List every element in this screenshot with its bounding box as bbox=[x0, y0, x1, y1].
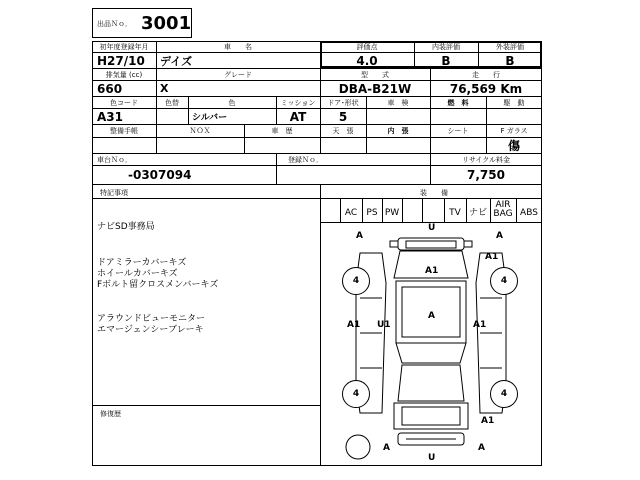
interior-label: 内装評価 bbox=[432, 43, 460, 51]
lot-label: 出品Ｎｏ． bbox=[97, 20, 132, 28]
inspection-label: 車 検 bbox=[387, 98, 409, 107]
mission-label: ミッション bbox=[280, 98, 316, 107]
reg-label: 登録Ｎｏ． bbox=[288, 155, 323, 164]
note-line: ドアミラーカバーキズ bbox=[97, 258, 187, 268]
color-change-label: 色替 bbox=[165, 98, 179, 107]
notes-label: 特記事項 bbox=[100, 189, 128, 197]
manual-label: 整備手帳 bbox=[110, 127, 138, 135]
glass-value: 傷 bbox=[507, 139, 520, 153]
fuel-label: 燃 料 bbox=[447, 98, 469, 107]
equipment-ac: AC bbox=[344, 208, 358, 218]
year-label: 初年度登録年月 bbox=[99, 43, 149, 51]
drive-label: 駆 動 bbox=[503, 98, 525, 107]
color-label: 色 bbox=[228, 98, 236, 107]
mileage-value: 76,569 Km bbox=[449, 81, 523, 96]
recycle-label: リサイクル料金 bbox=[461, 155, 511, 164]
note-line: エマージェンシーブレーキ bbox=[97, 325, 204, 335]
damage-mark: A1 bbox=[485, 252, 499, 262]
notes-block-2 bbox=[97, 258, 218, 291]
doors-value: 5 bbox=[338, 109, 348, 124]
recycle-value: 7,750 bbox=[467, 168, 505, 182]
lot-number: 3001 bbox=[141, 13, 192, 34]
year-value: H27/10 bbox=[97, 53, 145, 68]
damage-mark: A bbox=[478, 443, 485, 453]
equipment-ps: PS bbox=[366, 208, 378, 218]
interior-value: B bbox=[441, 53, 451, 68]
grade-label: グレード bbox=[224, 70, 252, 79]
equipment-pw: PW bbox=[384, 208, 400, 218]
grade-value: X bbox=[160, 82, 169, 95]
doors-label: ドア･形状 bbox=[327, 98, 359, 107]
note-line: アラウンドビューモニター bbox=[97, 314, 206, 324]
nox-label: ＮＯＸ bbox=[189, 127, 211, 135]
equipment-label: 装 備 bbox=[420, 189, 448, 197]
damage-mark: A bbox=[496, 231, 503, 241]
damage-mark: U1 bbox=[377, 320, 391, 330]
roof-label: 天 張 bbox=[332, 127, 354, 135]
type-value: DBA-B21W bbox=[338, 81, 412, 96]
notes-block-3 bbox=[97, 314, 205, 336]
exterior-value: B bbox=[505, 53, 515, 68]
damage-mark: A1 bbox=[473, 320, 487, 330]
score-label: 評価点 bbox=[356, 43, 378, 51]
color-code-value: A31 bbox=[97, 109, 123, 124]
chassis-label: 車台Ｎｏ． bbox=[97, 155, 132, 164]
type-label: 型 式 bbox=[361, 70, 389, 79]
seat-label: シート bbox=[447, 127, 469, 135]
displacement-label: 排気量 (cc) bbox=[105, 70, 143, 79]
model-value: デイズ bbox=[160, 54, 193, 68]
note-line: ナビSD事務局 bbox=[97, 222, 155, 232]
note-line: ホイールカバーキズ bbox=[97, 269, 178, 279]
wheel-front-right: 4 bbox=[490, 267, 518, 295]
equipment-tv: TV bbox=[449, 208, 461, 218]
exterior-label: 外装評価 bbox=[496, 43, 524, 51]
equipment-airbag: AIR BAG bbox=[493, 200, 513, 219]
lot-number-box bbox=[92, 8, 192, 38]
glass-label: F ガラス bbox=[500, 127, 528, 135]
equipment-abs: ABS bbox=[520, 208, 538, 218]
damage-mark: A bbox=[383, 443, 390, 453]
inner-label: 内 張 bbox=[387, 127, 409, 135]
equipment-navi: ナビ bbox=[468, 208, 487, 218]
chassis-value: -0307094 bbox=[128, 168, 192, 182]
equipment-blank bbox=[402, 205, 422, 221]
damage-mark: A1 bbox=[425, 266, 439, 276]
damage-mark: A bbox=[428, 311, 435, 321]
wheel-rear-right: 4 bbox=[490, 380, 518, 408]
color-value: シルバー bbox=[192, 113, 228, 123]
car-diagram bbox=[320, 223, 542, 466]
note-line: Fボルト留クロスメンバーキズ bbox=[97, 280, 219, 290]
mission-value: AT bbox=[289, 109, 307, 124]
wheel-front-left: 4 bbox=[342, 267, 370, 295]
displacement-value: 660 bbox=[97, 81, 123, 96]
score-value: 4.0 bbox=[356, 53, 378, 68]
damage-mark: A bbox=[356, 231, 363, 241]
color-code-label: 色コード bbox=[110, 98, 138, 107]
damage-mark: U bbox=[428, 223, 436, 233]
damage-mark: U bbox=[428, 453, 436, 463]
notes-block-1 bbox=[97, 222, 155, 233]
model-label: 車 名 bbox=[224, 43, 252, 51]
wheel-rear-left: 4 bbox=[342, 380, 370, 408]
history-label: 車 歴 bbox=[271, 127, 293, 135]
mileage-label: 走 行 bbox=[472, 70, 500, 79]
damage-mark: A1 bbox=[347, 320, 361, 330]
repair-label: 修復歴 bbox=[100, 410, 121, 418]
damage-mark: A1 bbox=[481, 416, 495, 426]
